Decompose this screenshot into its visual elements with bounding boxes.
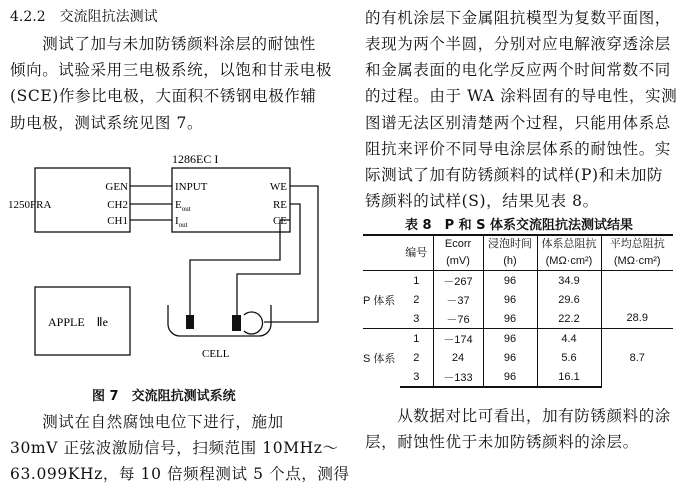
cell-average-p: 28.9 <box>601 271 673 329</box>
cell-number: 3 <box>400 367 433 387</box>
cell-soak: 96 <box>483 309 537 329</box>
paragraph-line: 际测试了加有防锈颜料的试样(P)和未加防 <box>365 166 664 184</box>
table-title: 表 8 P 和 S 体系交流阻抗法测试结果 <box>405 218 634 233</box>
header-impedance: 体系总阻抗 <box>537 235 601 253</box>
cell-number: 1 <box>413 274 420 287</box>
header-ecorr: Ecorr <box>433 235 483 253</box>
port-we: WE <box>269 181 287 193</box>
wire-ce <box>190 220 290 322</box>
cell-ecorr: －37 <box>433 290 483 309</box>
cell-ecorr: －76 <box>433 309 483 329</box>
port-ch1: CH1 <box>107 215 128 227</box>
paragraph-line: 30mV 正弦波激励信号，扫频范围 10MHz～ <box>10 439 339 457</box>
working-electrode <box>244 312 263 334</box>
unit-soak-time: (h) <box>483 253 537 271</box>
paragraph-line: 助电极，测试系统见图 7。 <box>10 114 204 132</box>
cell-ecorr: －267 <box>433 271 483 291</box>
header-number: 编号 <box>400 235 433 271</box>
cell-ecorr: －133 <box>433 367 483 387</box>
paragraph-line: (SCE)作参比电极，大面积不锈钢电极作辅 <box>10 87 317 105</box>
test-system-diagram <box>0 150 360 390</box>
cell-average-s: 8.7 <box>601 329 673 388</box>
device1-name: 1250FRA <box>8 199 52 211</box>
computer-label: APPLE Ⅱe <box>48 315 108 329</box>
port-input: INPUT <box>175 181 208 193</box>
device2-title: 1286EC I <box>172 152 219 166</box>
paragraph-line: 测试在自然腐蚀电位下进行，施加 <box>10 413 284 431</box>
conclusion-line: 层，耐蚀性优于未加防锈颜料的涂层。 <box>365 433 639 451</box>
paragraph-line: 的过程。由于 WA 涂料固有的导电性，实测 <box>365 87 678 105</box>
cell-number: 2 <box>413 351 420 364</box>
cell-ecorr: 24 <box>433 348 483 367</box>
paragraph-line: 阻抗来评价不同导电涂层体系的耐蚀性。实 <box>365 140 671 158</box>
paragraph-line: 锈颜料的试样(S)，结果见表 8。 <box>365 192 599 210</box>
paragraph-line: 63.099KHz，每 10 倍频程测试 5 个点，测得 <box>10 465 350 483</box>
cell-impedance: 34.9 <box>537 271 601 291</box>
paragraph-line: 的有机涂层下金属阻抗模型为复数平面图， <box>365 9 671 27</box>
unit-impedance: (MΩ·cm²) <box>537 253 601 271</box>
cell-number: 1 <box>400 329 433 349</box>
cell-soak: 96 <box>483 271 537 291</box>
cell-soak: 96 <box>483 290 537 309</box>
port-eout: $E_{out}$ <box>175 199 191 213</box>
paragraph-line: 图谱无法区别清楚两个过程，只能用体系总 <box>365 114 671 132</box>
unit-ecorr: (mV) <box>433 253 483 271</box>
paragraph-line: 测试了加与未加防锈颜料涂层的耐蚀性 <box>10 35 316 53</box>
cell-impedance: 5.6 <box>537 348 601 367</box>
paragraph-line: 倾向。试验采用三电极系统，以饱和甘汞电极 <box>10 61 333 79</box>
cell-soak: 96 <box>483 329 537 349</box>
unit-avg-impedance: (MΩ·cm²) <box>601 253 673 271</box>
cell-number: 2 <box>413 293 420 306</box>
section-title: 4.2.2 交流阻抗法测试 <box>10 9 158 25</box>
figure-caption: 图 7 交流阻抗测试系统 <box>92 389 236 404</box>
conclusion-line: 从数据对比可看出，加有防锈颜料的涂 <box>365 407 671 425</box>
port-gen: GEN <box>105 181 128 193</box>
header-soak-time: 浸泡时间 <box>483 235 537 253</box>
port-re: RE <box>272 199 287 211</box>
cell-impedance: 22.2 <box>537 309 601 329</box>
results-table <box>363 234 673 388</box>
cell-soak: 96 <box>483 348 537 367</box>
cell-impedance: 16.1 <box>537 367 601 387</box>
cell-label: CELL <box>202 348 230 360</box>
paragraph-line: 和金属表面的电化学反应两个时间常数不同 <box>365 61 671 79</box>
group-label-s: S 体系 <box>363 329 400 388</box>
port-ch2: CH2 <box>107 199 128 211</box>
paragraph-line: 表现为两个半圆，分别对应电解液穿透涂层 <box>365 35 671 53</box>
cell-number: 3 <box>413 312 420 325</box>
port-iout: $I_{out}$ <box>175 215 188 229</box>
port-ce: CE <box>272 215 287 227</box>
header-avg-impedance: 平均总阻抗 <box>601 235 673 253</box>
cell-vessel <box>168 305 271 336</box>
cell-soak: 96 <box>483 367 537 387</box>
cell-impedance: 4.4 <box>537 329 601 349</box>
group-label-p: P 体系 <box>363 294 396 307</box>
cell-impedance: 29.6 <box>537 290 601 309</box>
cell-ecorr: －174 <box>433 329 483 349</box>
